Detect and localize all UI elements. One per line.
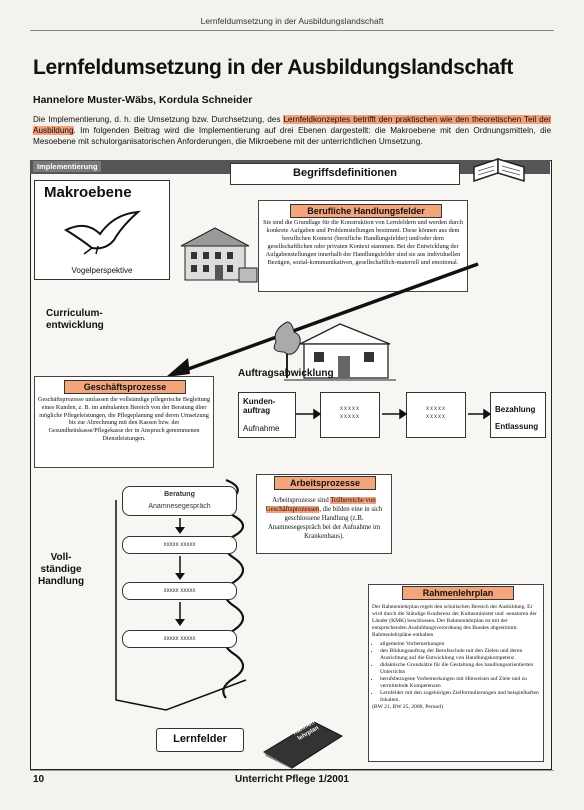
begriffsdefinitionen-banner: Begriffsdefinitionen	[230, 163, 460, 185]
list-item: • allgemeine Vorbemerkungen	[380, 641, 540, 648]
flow-box-2-text: xxxxx xxxxx	[340, 406, 360, 420]
implementierung-label: Implementierung	[33, 161, 101, 172]
stack-beratung	[122, 486, 237, 516]
list-item: • Lernfelder mit den zugehörigen Zielformulierungen und beispielhaften Inhalten.	[380, 690, 540, 704]
stack-arrow-3	[174, 602, 186, 626]
bird-icon	[62, 210, 142, 256]
vogelperspektive-label: Vogelperspektive	[71, 266, 133, 275]
flow-box-kundenauftrag	[238, 392, 296, 438]
stack-beratung-label: Beratung	[164, 491, 195, 498]
page-number: 10	[33, 774, 45, 785]
rahmenlehrplan-title: Rahmenlehrplan	[402, 586, 514, 600]
stack-arrow-1	[174, 518, 186, 534]
intro-text-2: . Im folgenden Beitrag wird die Implementierung auf drei Ebenen dargestellt: die Makroebene mit den Ordnungsmitteln, die Mesoebene mit schulorganisatorischen Anforderungen, die Mikroebene mit der unterrichtlichen Umsetzung.	[33, 126, 551, 147]
stack-item-2: xxxxx xxxxx	[122, 536, 237, 554]
berufliche-handlungsfelder-text: Sie sind die Grundlage für die Konstruktion von Lernfeldern und werden durch konkrete Aufgaben und Problemstellungen bestimmt. Diese können aus dem beruflichen Kontext (berufliche Handlungsfelder) und/oder dem gesellschaftlichen oder privaten Kontext stammen. Bei der Entwicklung der Aufgabenstellungen innerhalb der Handlungsfelder sind sie aus individuellen Bezügen, sozial-kommunikativen, gesellschaftlich-materiell und emotional.	[263, 219, 463, 266]
intro-highlight: Lernfeldkonzeptes betrifft den praktischen wie den theoretischen Teil der Ausbildung	[33, 115, 551, 136]
arbeitsprozesse-text-1: Arbeitsprozesse sind	[272, 497, 331, 504]
list-item: • berufsbezogene Vorbemerkungen mit Hinweisen auf Ziele und zu vermittelnde Kompetenzen	[380, 676, 540, 690]
arbeitsprozesse-text	[262, 496, 386, 541]
flow-bezahlung-label: Bezahlung	[495, 405, 536, 414]
vollstaendige-handlung-label: Voll- ständige Handlung	[38, 552, 85, 587]
footer-rule	[30, 770, 554, 771]
stack-item-4: xxxxx xxxxx	[122, 630, 237, 648]
journal-name: Unterricht Pflege 1/2001	[235, 774, 349, 785]
rahmenlehrplan-source: (BW 21, BW 25, 2000, Pernod)	[372, 704, 443, 710]
flow-box-3-text: xxxxx xxxxx	[426, 406, 446, 420]
rahmenlehrplan-paragraph: Der Rahmenlehrplan regelt den schulischen Bereich der Ausbildung. Er wird durch die Ständige Konferenz der Kultusminister und -senatoren der Länder (KMK) beschlossen. Der Rahmenlehrplan ist mit der entsprechenden Ausbildungsverordnung des Bundes abgestimmt. Rahmenlehrpläne enthalten	[372, 604, 537, 638]
geschaeftsprozesse-text: Geschäftsprozesse umfassen die vollständige pflegerische Begleitung eines Kunden, z. B. im ambulanten Bereich von der Beratung über mögliche Pflegeleistungen, die Pflegeplanung und deren Umsetzung bis zur Abrechnung mit den Kassen bzw. der Gesundheitskasse/Pflegekasse der in Anspruch genommenen Dienstleistungen.	[38, 396, 210, 442]
stack-item-3: xxxxx xxxxx	[122, 582, 237, 600]
rahmenlehrplan-book-icon	[258, 712, 346, 772]
curriculum-label: Curriculum- entwicklung	[46, 308, 104, 331]
makroebene-title: Makroebene	[44, 184, 132, 201]
list-item: • den Bildungsauftrag der Berufsschule mit den Zielen und deren Ausrichtung auf die Entwicklung von Handlungskompetenz	[380, 648, 540, 662]
stack-anamnese-label: Anamnesegespräch	[148, 503, 211, 510]
intro-paragraph	[33, 114, 551, 148]
header-rule	[30, 30, 554, 31]
berufliche-handlungsfelder-title: Berufliche Handlungsfelder	[290, 204, 442, 218]
intro-text-1: Die Implementierung, d. h. die Umsetzung bzw. Durchsetzung, des	[33, 115, 284, 124]
arbeitsprozesse-text-2: , die bilden eine in sich geschlossene Handlung (z.B. Anamnesegespräch bei der Aufnahme im Krankenhaus).	[267, 506, 383, 540]
open-book-icon	[470, 155, 530, 189]
rahmenlehrplan-text	[372, 604, 540, 711]
article-authors: Hannelore Muster-Wäbs, Kordula Schneider	[33, 94, 253, 106]
running-head: Lernfeldumsetzung in der Ausbildungslandschaft	[200, 16, 384, 26]
auftragsabwicklung-label: Auftragsabwicklung	[238, 368, 334, 379]
rahmenlehrplan-list	[372, 641, 540, 704]
geschaeftsprozesse-title: Geschäftsprozesse	[64, 380, 186, 394]
book-cover-label: Rahmen- lehrplan	[292, 718, 321, 743]
flow-entlassung-label: Entlassung	[495, 422, 539, 431]
article-title: Lernfeldumsetzung in der Ausbildungslandschaft	[33, 56, 514, 79]
arbeitsprozesse-highlight: Teilbereiche von Geschäftsprozessen	[265, 497, 376, 513]
list-item: • didaktische Grundsätze für die Gestaltung des handlungsorientierten Unterrichts	[380, 662, 540, 676]
flow-kundenauftrag-label: Kunden- auftrag	[243, 397, 276, 415]
arbeitsprozesse-title: Arbeitsprozesse	[274, 476, 376, 490]
flow-aufnahme-label: Aufnahme	[243, 424, 280, 433]
lernfelder-label: Lernfelder	[156, 728, 244, 752]
stack-arrow-2	[174, 556, 186, 580]
flow-arrows	[292, 404, 502, 424]
